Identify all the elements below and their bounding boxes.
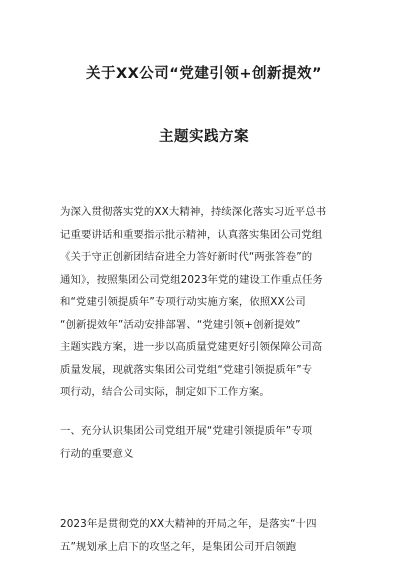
intro-paragraph — [60, 201, 352, 404]
text-line: “创新提效年”活动安排部署、“党建引领+创新提效” — [60, 318, 301, 331]
text-line: 一、充分认识集团公司党组开展“党建引领提质年”专项 — [60, 425, 313, 437]
text-line: 主题实践方案，进一步以高质量党建更好引领保障公司高 — [60, 341, 323, 353]
text-line: 《关于守正创新团结奋进全力答好新时代“两张答卷”的 — [60, 251, 313, 263]
text-line: 行动的重要意义 — [60, 447, 134, 460]
document-subtitle: 主题实践方案 — [159, 129, 249, 145]
text-line: 2023年是贯彻党的XX大精神的开局之年，是落实“十四 — [60, 518, 317, 530]
text-line: 质量发展，现就落实集团公司党组“党建引领提质年”专 — [60, 363, 313, 376]
text-line: 项行动，结合公司实际，制定如下工作方案。 — [60, 386, 270, 398]
document-title: 关于XX公司“党建引领+创新提效” — [85, 66, 323, 82]
text-line: 和“党建引领提质年”专项行动实施方案，依照XX公司 — [60, 296, 306, 308]
section-heading-1 — [60, 420, 352, 465]
text-line: 五”规划承上启下的攻坚之年，是集团公司开启领跑 — [60, 540, 297, 553]
body-paragraph — [60, 513, 352, 558]
text-line: 通知》，按照集团公司党组2023年党的建设工作重点任务 — [60, 273, 323, 286]
text-line: 为深入贯彻落实党的XX大精神，持续深化落实习近平总书 — [60, 206, 327, 218]
text-line: 记重要讲话和重要指示批示精神，认真落实集团公司党组 — [60, 228, 323, 241]
